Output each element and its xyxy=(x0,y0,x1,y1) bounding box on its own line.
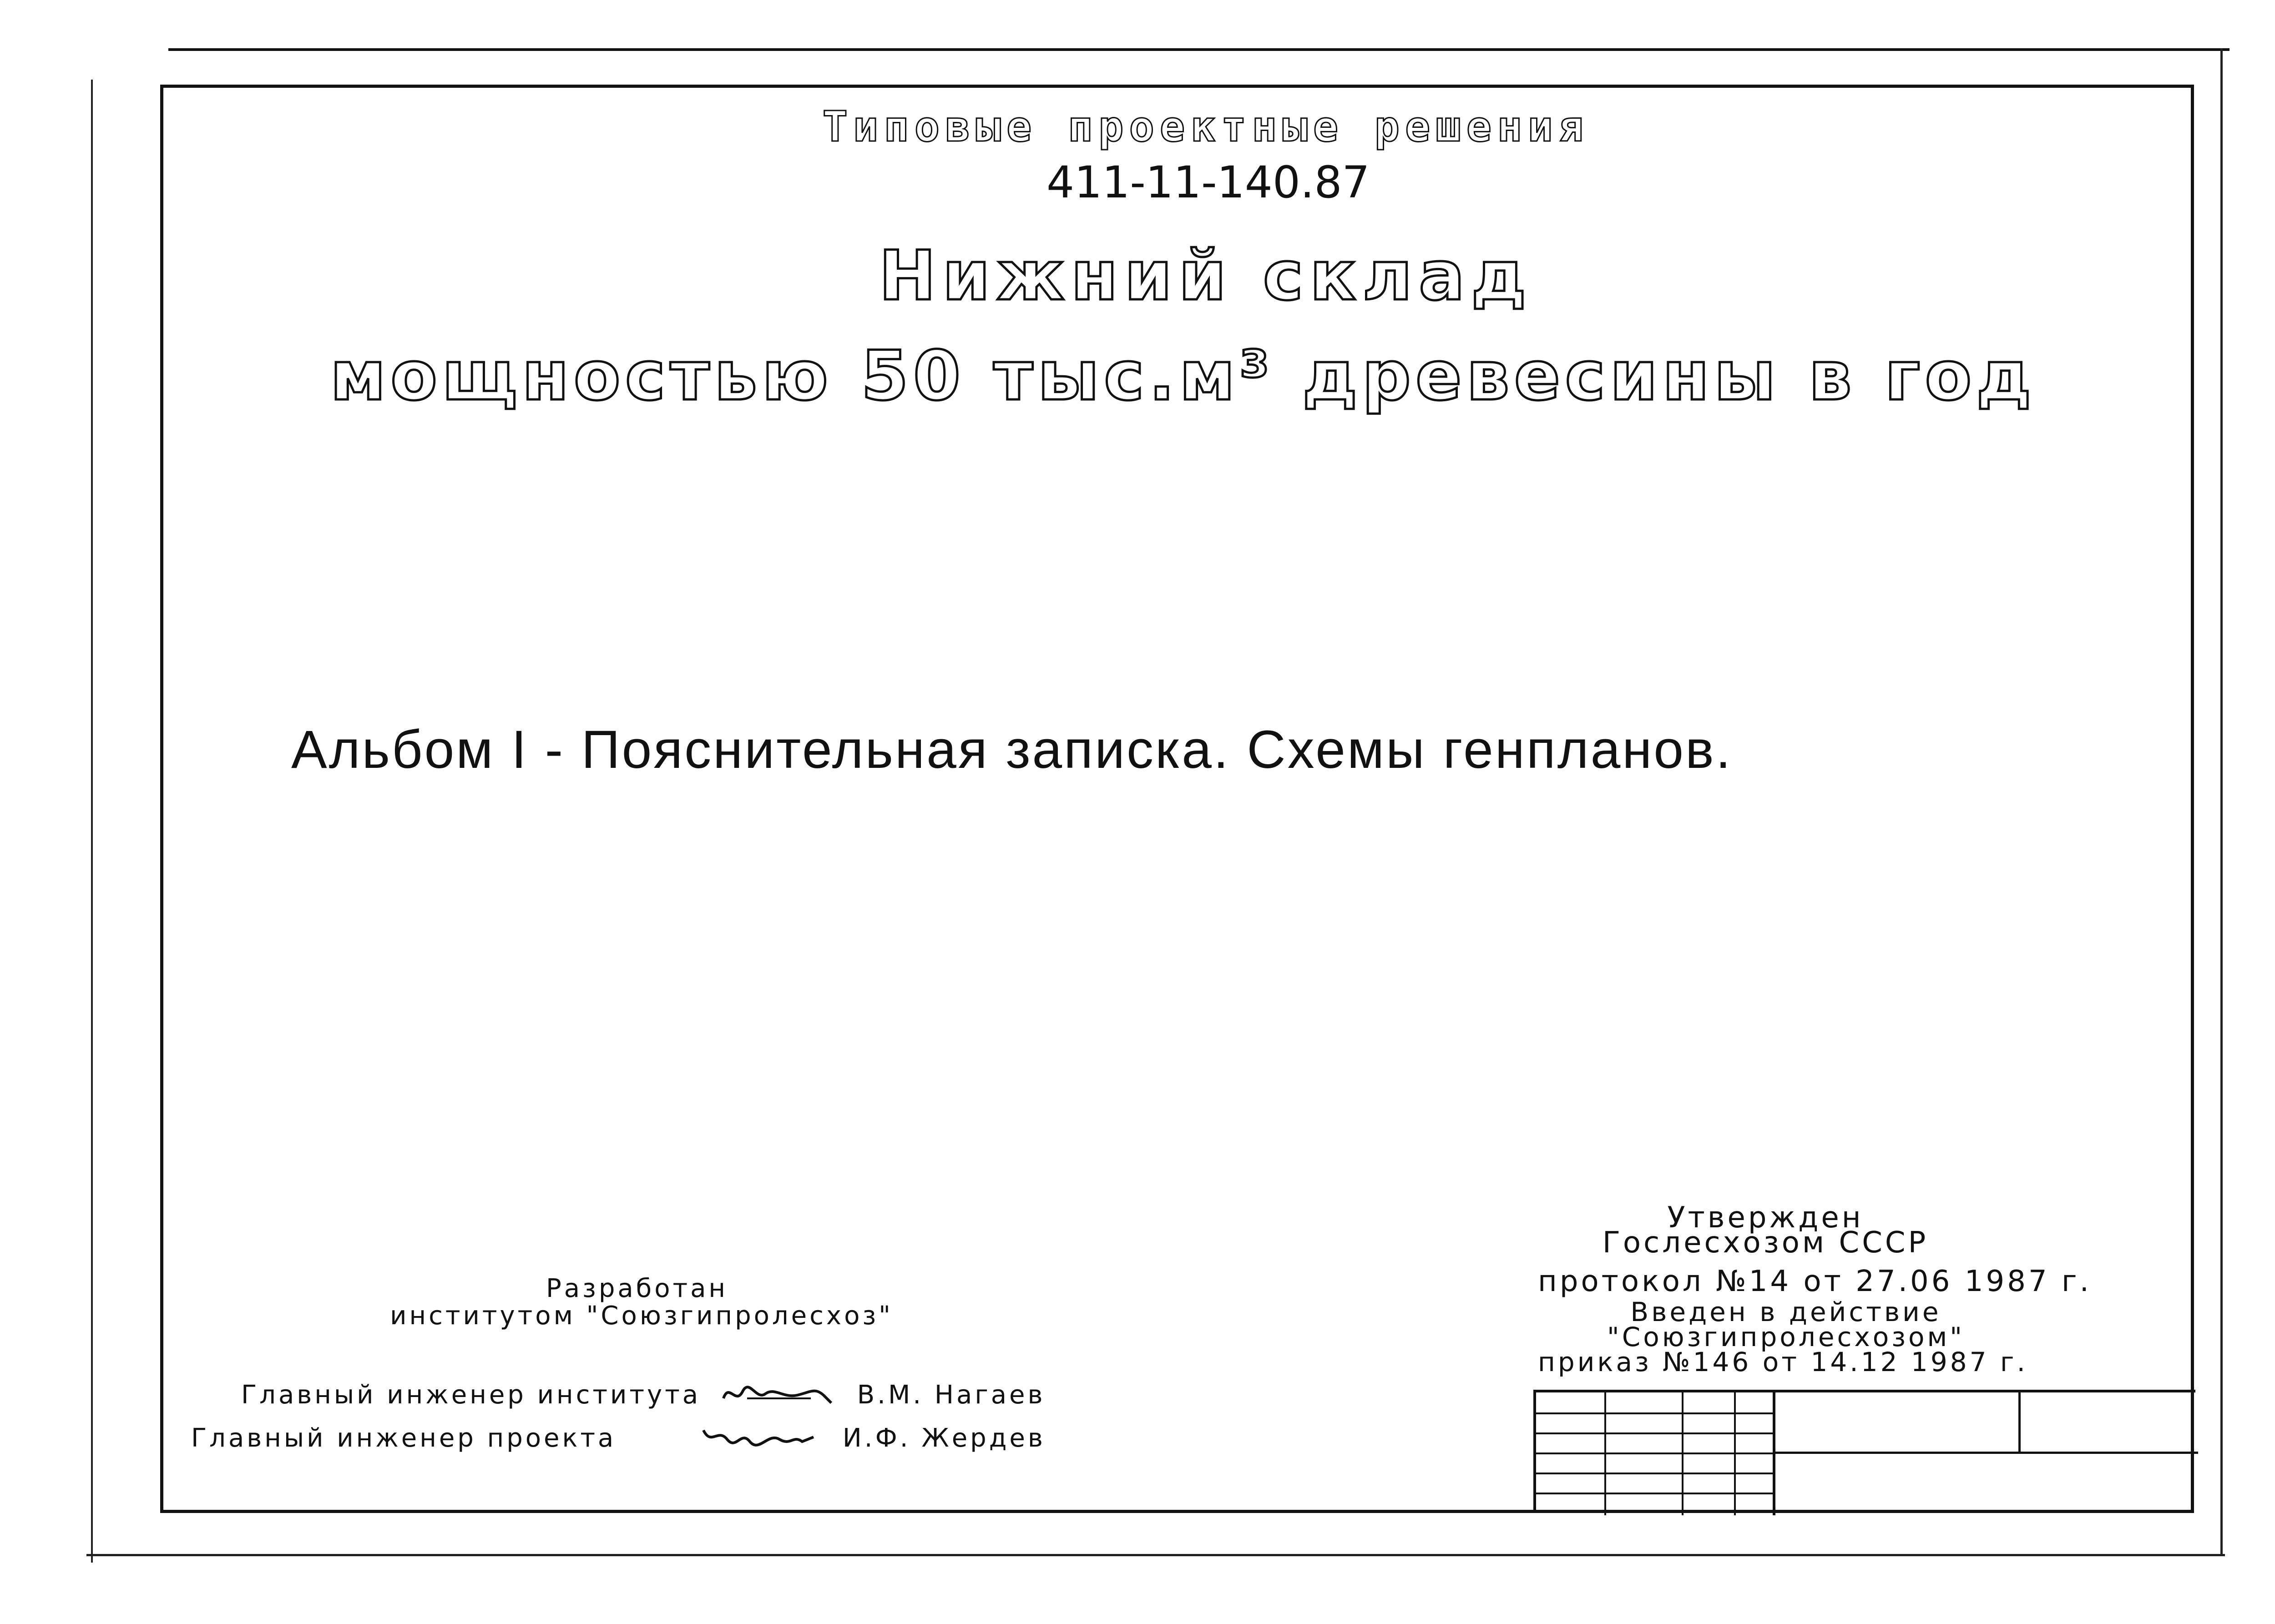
developer-label: Разработан xyxy=(546,1274,728,1303)
title-block-stamp xyxy=(1533,1390,2195,1513)
enactment-order: приказ №146 от 14.12 1987 г. xyxy=(1538,1347,2028,1377)
chief-engineer-institute-name: В.М. Нагаев xyxy=(857,1380,1046,1410)
outer-border-bottom xyxy=(86,1554,2225,1556)
enactment-authority: "Союзгипролесхозом" xyxy=(1607,1321,1965,1352)
stamp-row-line xyxy=(1536,1493,1773,1494)
stamp-col-line xyxy=(1773,1392,1775,1515)
outer-border-left xyxy=(91,80,93,1563)
stamp-row-line xyxy=(1536,1453,1773,1454)
stamp-col-line xyxy=(2018,1392,2021,1452)
signature-zherdev xyxy=(700,1421,818,1453)
stamp-col-line xyxy=(1604,1392,1606,1515)
outer-border-right xyxy=(2220,48,2223,1554)
document-title-line1: Нижний склад xyxy=(879,237,1533,316)
stamp-col-line xyxy=(1734,1392,1736,1515)
approval-authority: Гослесхозом СССР xyxy=(1602,1226,1929,1260)
document-title-line2: мощностью 50 тыс.м³ древесины в год xyxy=(330,337,2036,416)
approval-protocol: протокол №14 от 27.06 1987 г. xyxy=(1538,1265,2092,1298)
chief-engineer-project-label: Главный инженер проекта xyxy=(191,1423,617,1453)
chief-engineer-project-name: И.Ф. Жердев xyxy=(842,1423,1046,1453)
series-title: Типовые проектные решения xyxy=(822,102,1589,151)
stamp-row-line xyxy=(1536,1432,1773,1434)
outer-border-top xyxy=(168,48,2230,51)
project-code: 411-11-140.87 xyxy=(1046,157,1370,208)
developer-institute: институтом "Союзгипролесхоз" xyxy=(390,1301,893,1331)
signature-nagaev xyxy=(720,1378,838,1410)
chief-engineer-institute-label: Главный инженер института xyxy=(241,1380,701,1410)
chief-engineer-project-row xyxy=(191,1415,1046,1453)
stamp-row-line xyxy=(1536,1412,1773,1414)
stamp-row-line xyxy=(1536,1473,1773,1474)
approval-label: Утвержден xyxy=(1667,1201,1864,1235)
stamp-main-line xyxy=(1773,1452,2198,1454)
stamp-col-line xyxy=(1682,1392,1684,1515)
album-title: Альбом I - Пояснительная записка. Схемы генпланов. xyxy=(291,720,1733,780)
chief-engineer-institute-row xyxy=(241,1372,1046,1410)
enactment-label: Введен в действие xyxy=(1630,1296,1941,1327)
